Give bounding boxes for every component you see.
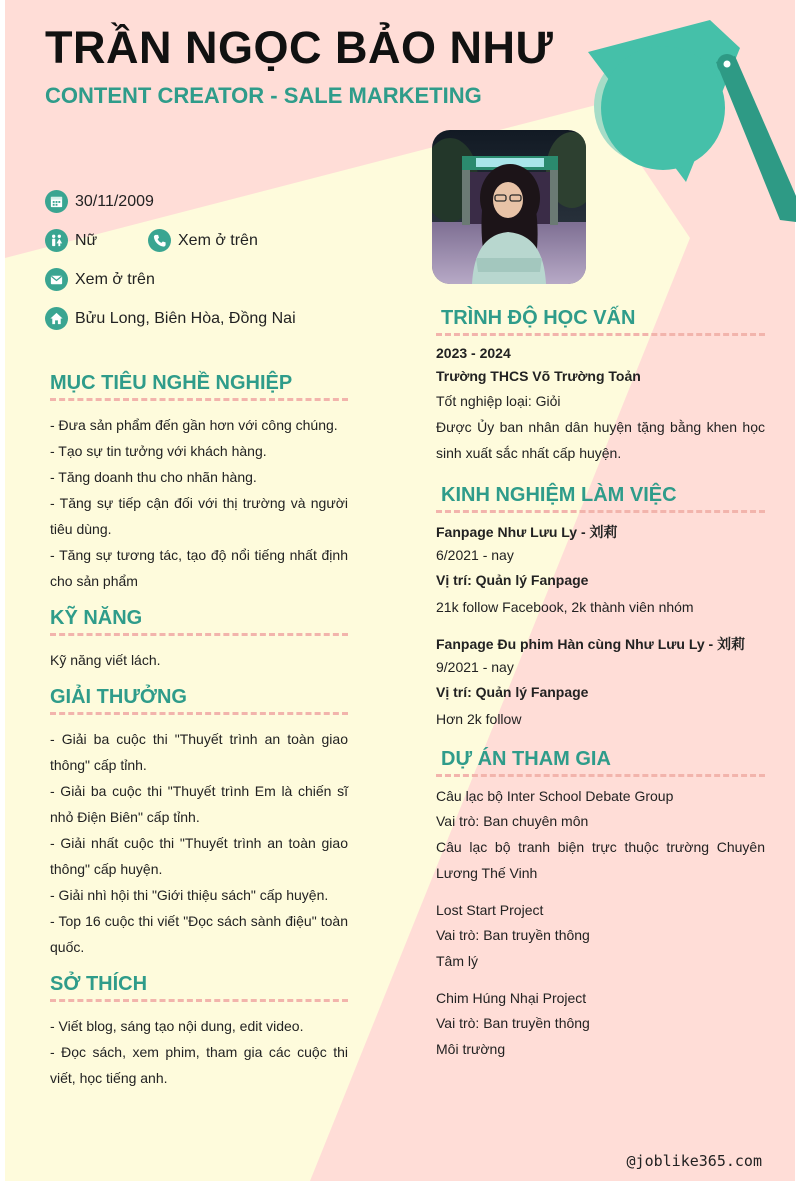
birthday-text: 30/11/2009 bbox=[75, 192, 154, 210]
job-title: CONTENT CREATOR - SALE MARKETING bbox=[45, 83, 482, 108]
award-item: - Giải nhì hội thi "Giới thiệu sách" cấp huyện. bbox=[50, 887, 329, 903]
objective-item: - Đưa sản phẩm đến gần hơn với công chúng. bbox=[50, 417, 338, 433]
gender-icon bbox=[45, 229, 68, 252]
project-item bbox=[436, 785, 765, 886]
experience-period: 6/2021 - nay bbox=[436, 547, 514, 563]
awards-section bbox=[50, 686, 348, 960]
objective-item: - Tăng doanh thu cho nhãn hàng. bbox=[50, 469, 257, 485]
section-divider bbox=[50, 712, 348, 715]
awards-heading: GIẢI THƯỞNG bbox=[50, 686, 187, 708]
education-period: 2023 - 2024 bbox=[436, 345, 511, 361]
projects-list bbox=[436, 785, 765, 1062]
education-school: Trường THCS Võ Trường Toản bbox=[436, 368, 641, 384]
skills-heading: KỸ NĂNG bbox=[50, 607, 143, 629]
project-name: Lost Start Project bbox=[436, 902, 544, 918]
project-item bbox=[436, 987, 765, 1062]
project-name: Câu lạc bộ Inter School Debate Group bbox=[436, 788, 674, 804]
section-divider bbox=[50, 633, 348, 636]
objective-list bbox=[50, 412, 348, 594]
objective-heading: MỤC TIÊU NGHỀ NGHIỆP bbox=[50, 372, 293, 394]
email-row bbox=[45, 268, 155, 291]
experience-item bbox=[436, 521, 765, 620]
phone-text: Xem ở trên bbox=[178, 231, 258, 249]
project-role: Vai trò: Ban chuyên môn bbox=[436, 813, 589, 829]
section-divider bbox=[50, 999, 348, 1002]
section-divider bbox=[436, 774, 765, 777]
gender-row bbox=[45, 229, 97, 252]
skills-list bbox=[50, 647, 348, 673]
projects-heading: DỰ ÁN THAM GIA bbox=[441, 748, 611, 770]
award-item: - Giải ba cuộc thi "Thuyết trình an toàn giao thông" cấp tỉnh. bbox=[50, 731, 348, 773]
objective-item: - Tăng sự tương tác, tạo độ nổi tiếng nhất định cho sản phẩm bbox=[50, 547, 348, 589]
skill-item: Kỹ năng viết lách. bbox=[50, 652, 161, 668]
project-detail: Môi trường bbox=[436, 1041, 506, 1057]
education-note: Được Ủy ban nhân dân huyện tặng bằng khen học sinh xuất sắc nhất cấp huyện. bbox=[436, 419, 765, 461]
experience-org: Fanpage Đu phim Hàn cùng Như Lưu Ly - 刘莉 bbox=[436, 636, 746, 652]
award-item: - Giải ba cuộc thi "Thuyết trình Em là chiến sĩ nhỏ Điện Biên" cấp tỉnh. bbox=[50, 783, 348, 825]
hobby-item: - Viết blog, sáng tạo nội dung, edit video. bbox=[50, 1018, 304, 1034]
hobbies-heading: SỞ THÍCH bbox=[50, 973, 148, 995]
calendar-icon bbox=[45, 190, 68, 213]
education-heading: TRÌNH ĐỘ HỌC VẤN bbox=[441, 307, 636, 329]
hobbies-section bbox=[50, 973, 348, 1091]
footer-watermark: @joblike365.com bbox=[626, 1152, 762, 1170]
home-icon bbox=[45, 307, 68, 330]
birthday-row bbox=[45, 190, 154, 213]
experience-period: 9/2021 - nay bbox=[436, 659, 514, 675]
experience-section bbox=[436, 484, 765, 732]
section-divider bbox=[50, 398, 348, 401]
projects-section bbox=[436, 748, 765, 1062]
address-text: Bửu Long, Biên Hòa, Đồng Nai bbox=[75, 309, 296, 327]
hobbies-list bbox=[50, 1013, 348, 1091]
objective-item: - Tăng sự tiếp cận đối với thị trường và người tiêu dùng. bbox=[50, 495, 348, 537]
project-detail: Tâm lý bbox=[436, 953, 478, 969]
project-detail: Câu lạc bộ tranh biện trực thuộc trường Chuyên Lương Thế Vinh bbox=[436, 839, 765, 881]
phone-row bbox=[148, 229, 258, 252]
experience-heading: KINH NGHIỆM LÀM VIỆC bbox=[441, 484, 677, 506]
experience-detail: 21k follow Facebook, 2k thành viên nhóm bbox=[436, 599, 694, 615]
education-grade: Tốt nghiệp loại: Giỏi bbox=[436, 393, 561, 409]
envelope-icon bbox=[45, 268, 68, 291]
education-section bbox=[436, 307, 765, 466]
profile-photo bbox=[432, 130, 586, 284]
skills-section bbox=[50, 607, 348, 673]
hobby-item: - Đọc sách, xem phim, tham gia các cuộc thi viết, học tiếng anh. bbox=[50, 1044, 348, 1086]
project-role: Vai trò: Ban truyền thông bbox=[436, 1015, 590, 1031]
education-entry bbox=[436, 342, 765, 466]
section-divider bbox=[436, 333, 765, 336]
objective-section bbox=[50, 372, 348, 594]
award-item: - Top 16 cuộc thi viết "Đọc sách sành điệu" toàn quốc. bbox=[50, 913, 348, 955]
objective-item: - Tạo sự tin tưởng với khách hàng. bbox=[50, 443, 267, 459]
candidate-name: TRẦN NGỌC BẢO NHƯ bbox=[45, 22, 554, 73]
gender-text: Nữ bbox=[75, 231, 98, 249]
phone-icon bbox=[148, 229, 171, 252]
awards-list bbox=[50, 726, 348, 960]
email-text: Xem ở trên bbox=[75, 270, 155, 288]
experience-role: Vị trí: Quản lý Fanpage bbox=[436, 684, 589, 700]
project-item bbox=[436, 899, 765, 974]
experience-item bbox=[436, 633, 765, 732]
section-divider bbox=[436, 510, 765, 513]
experience-org: Fanpage Như Lưu Ly - 刘莉 bbox=[436, 524, 618, 540]
address-row bbox=[45, 307, 296, 330]
award-item: - Giải nhất cuộc thi "Thuyết trình an toàn giao thông" cấp huyện. bbox=[50, 835, 348, 877]
project-name: Chim Húng Nhại Project bbox=[436, 990, 587, 1006]
experience-list bbox=[436, 521, 765, 732]
experience-detail: Hơn 2k follow bbox=[436, 711, 522, 727]
project-role: Vai trò: Ban truyền thông bbox=[436, 927, 590, 943]
experience-role: Vị trí: Quản lý Fanpage bbox=[436, 572, 589, 588]
